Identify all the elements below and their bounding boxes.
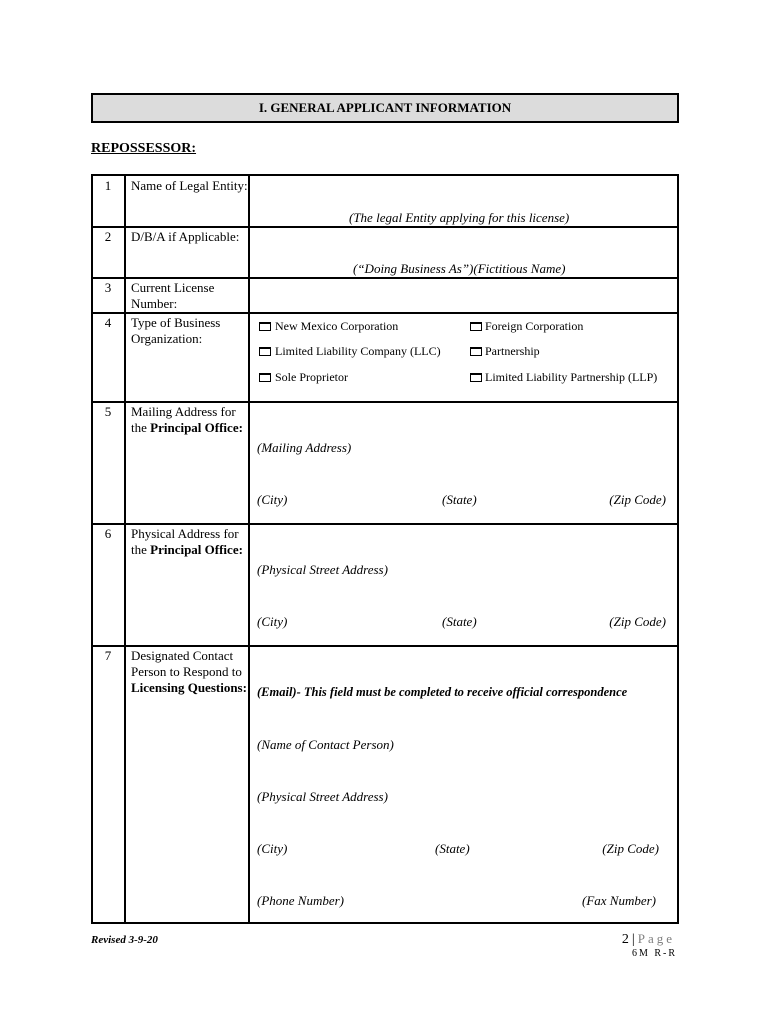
zip-hint: (Zip Code) xyxy=(609,492,666,507)
checkbox-label: New Mexico Corporation xyxy=(275,319,399,333)
city-hint: (City) xyxy=(257,841,288,856)
form-code: 6M R-R xyxy=(631,948,677,959)
checkbox-label: Sole Proprietor xyxy=(275,370,348,384)
mailing-address-field[interactable] xyxy=(251,403,677,523)
contact-person-label xyxy=(131,648,249,696)
fax-hint: (Fax Number) xyxy=(581,893,656,908)
revision-date: Revised 3-9-20 xyxy=(91,934,158,946)
street-hint: (Physical Street Address) xyxy=(257,789,388,804)
checkbox-foreign-corporation[interactable] xyxy=(470,322,482,331)
checkbox-llp[interactable] xyxy=(470,373,482,382)
physical-address-hint: (Physical Street Address) xyxy=(257,562,388,577)
city-hint: (City) xyxy=(257,492,288,507)
zip-hint: (Zip Code) xyxy=(602,841,659,856)
legal-entity-label: Name of Legal Entity: xyxy=(131,178,248,193)
applicant-info-table xyxy=(91,174,679,924)
page-word: Page xyxy=(637,931,675,946)
state-hint: (State) xyxy=(442,614,477,629)
physical-address-field[interactable] xyxy=(251,525,677,645)
row-number: 6 xyxy=(104,526,112,541)
license-number-label: Current License Number: xyxy=(131,280,215,311)
row-number: 4 xyxy=(104,315,112,330)
label-text: Mailing Address for the xyxy=(131,404,236,435)
state-hint: (State) xyxy=(442,492,477,507)
contact-person-field[interactable] xyxy=(251,647,677,922)
checkbox-sole-proprietor[interactable] xyxy=(259,373,271,382)
row-number: 1 xyxy=(104,178,112,193)
checkbox-partnership[interactable] xyxy=(470,347,482,356)
label-bold-text: Licensing Questions: xyxy=(131,680,247,695)
state-hint: (State) xyxy=(435,841,470,856)
checkbox-label: Foreign Corporation xyxy=(485,319,584,333)
checkbox-new-mexico-corporation[interactable] xyxy=(259,322,271,331)
label-bold-text: Principal Office: xyxy=(150,542,243,557)
mailing-address-label xyxy=(131,404,249,436)
section-header: I. GENERAL APPLICANT INFORMATION xyxy=(91,93,679,123)
repossessor-heading: REPOSSESSOR: xyxy=(91,141,197,156)
page-indicator xyxy=(622,931,675,948)
city-hint: (City) xyxy=(257,614,288,629)
legal-entity-hint: (The legal Entity applying for this license) xyxy=(349,210,570,225)
checkbox-label: Limited Liability Company (LLC) xyxy=(275,344,441,358)
checkbox-label: Limited Liability Partnership (LLP) xyxy=(485,370,658,384)
zip-hint: (Zip Code) xyxy=(609,614,666,629)
label-text: Designated Contact Person to Respond to xyxy=(131,648,242,679)
dba-hint: (“Doing Business As”)(Fictitious Name) xyxy=(353,261,566,276)
dba-field[interactable] xyxy=(251,228,677,277)
label-text: Physical Address for the xyxy=(131,526,239,557)
row-number: 7 xyxy=(104,648,112,663)
physical-address-label xyxy=(131,526,249,558)
email-hint: (Email)- This field must be completed to receive official correspondence xyxy=(257,685,628,699)
legal-entity-field[interactable] xyxy=(251,176,677,226)
row-number: 5 xyxy=(104,404,112,419)
row-divider xyxy=(93,312,677,314)
dba-label: D/B/A if Applicable: xyxy=(131,229,240,244)
contact-name-hint: (Name of Contact Person) xyxy=(257,737,394,752)
phone-hint: (Phone Number) xyxy=(257,893,345,908)
row-number: 2 xyxy=(104,229,112,244)
column-divider-number xyxy=(124,176,126,922)
row-number: 3 xyxy=(104,280,112,295)
label-bold-text: Principal Office: xyxy=(150,420,243,435)
page-separator: | xyxy=(631,932,635,947)
checkbox-llc[interactable] xyxy=(259,347,271,356)
checkbox-label: Partnership xyxy=(485,344,540,358)
business-type-label: Type of Business Organization: xyxy=(131,315,221,346)
mailing-address-hint: (Mailing Address) xyxy=(257,440,352,455)
license-number-field[interactable] xyxy=(251,279,677,312)
page-number: 2 xyxy=(621,932,629,947)
